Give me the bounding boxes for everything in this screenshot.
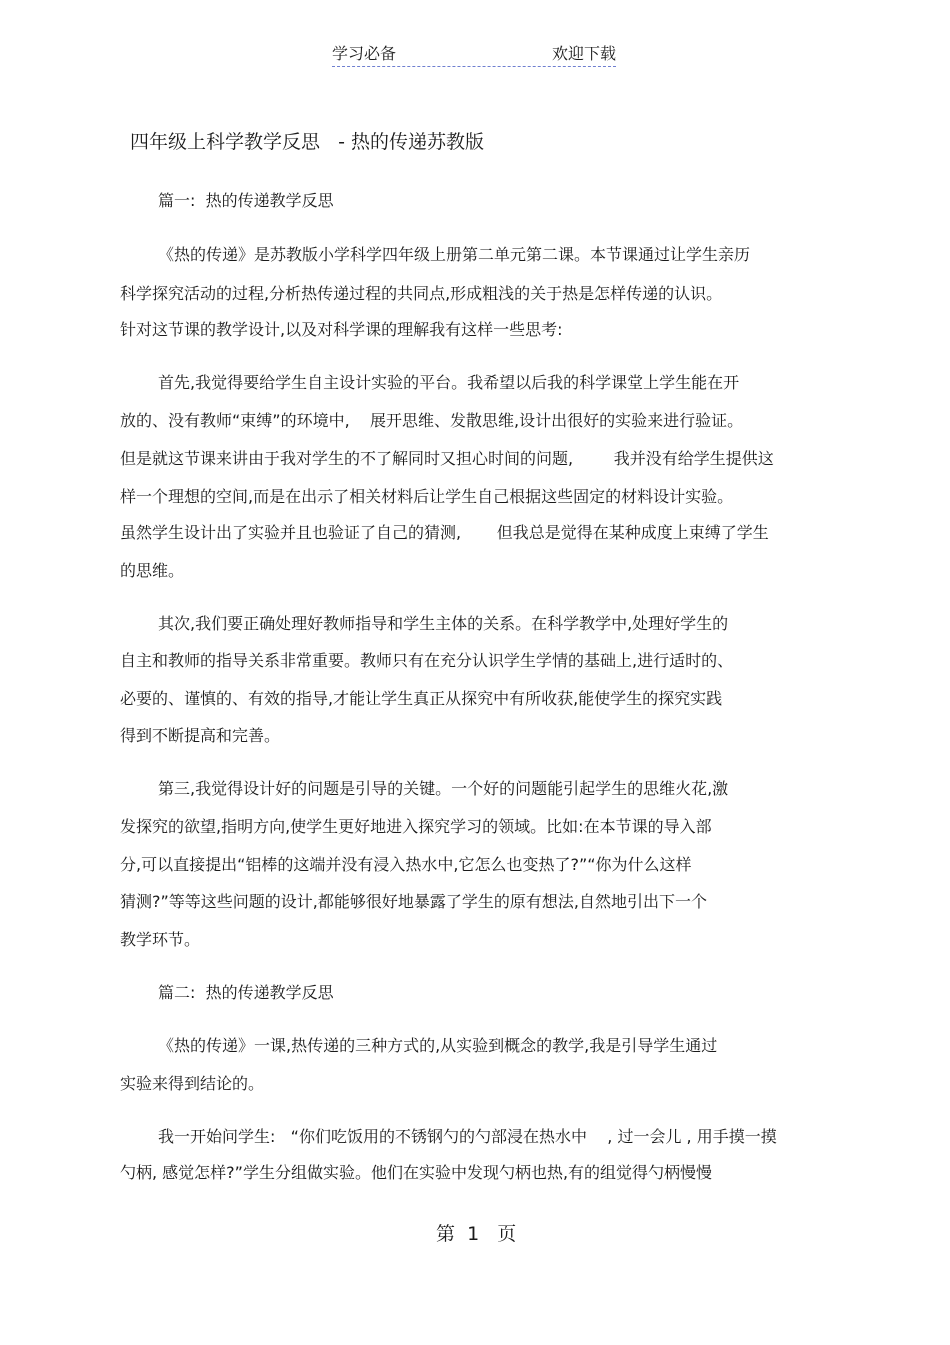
page-number: 第 1 页	[436, 1223, 517, 1245]
paragraph-3-line: 自主和教师的指导关系非常重要。教师只有在充分认识学生学情的基础上,进行适时的、	[120, 651, 734, 670]
paragraph-5-line: 《热的传递》一课,热传递的三种方式的,从实验到概念的教学,我是引导学生通过	[158, 1036, 718, 1055]
paragraph-3-line: 得到不断提高和完善。	[120, 726, 281, 745]
document-title: 四年级上科学教学反思 - 热的传递苏教版	[130, 131, 485, 153]
paragraph-4-line: 教学环节。	[120, 930, 201, 949]
section-heading-1: 篇一: 热的传递教学反思	[158, 191, 334, 210]
paragraph-5-line: 实验来得到结论的。	[120, 1074, 265, 1093]
paragraph-2-line: 首先,我觉得要给学生自主设计实验的平台。我希望以后我的科学课堂上学生能在开	[158, 373, 740, 392]
paragraph-2-line: 的思维。	[120, 561, 185, 580]
header-left-text: 学习必备	[332, 44, 397, 63]
paragraph-1-line: 针对这节课的教学设计,以及对科学课的理解我有这样一些思考:	[120, 320, 563, 339]
paragraph-4-line: 猜测?”等等这些问题的设计,都能够很好地暴露了学生的原有想法,自然地引出下一个	[120, 892, 707, 911]
paragraph-4-line: 发探究的欲望,指明方向,使学生更好地进入探究学习的领域。比如:在本节课的导入部	[120, 817, 712, 836]
paragraph-2-line: 虽然学生设计出了实验并且也验证了自己的猜测, 但我总是觉得在某种成度上束缚了学生	[120, 523, 769, 542]
paragraph-6-line: 勺柄, 感觉怎样?”学生分组做实验。他们在实验中发现勺柄也热,有的组觉得勺柄慢慢	[120, 1163, 713, 1182]
header-right-text: 欢迎下载	[551, 44, 616, 63]
paragraph-2-line: 样一个理想的空间,而是在出示了相关材料后让学生自己根据这些固定的材料设计实验。	[120, 487, 734, 506]
paragraph-1-line: 科学探究活动的过程,分析热传递过程的共同点,形成粗浅的关于热是怎样传递的认识。	[120, 284, 723, 303]
paragraph-3-line: 必要的、谨慎的、有效的指导,才能让学生真正从探究中有所收获,能使学生的探究实践	[120, 689, 723, 708]
paragraph-6-line: 我一开始问学生: “你们吃饭用的不锈钢勺的勺部浸在热水中 , 过一会儿 , 用手摸一摸	[158, 1127, 777, 1146]
paragraph-2-line: 但是就这节课来讲由于我对学生的不了解同时又担心时间的问题, 我并没有给学生提供这	[120, 449, 774, 468]
paragraph-2-line: 放的、没有教师“束缚”的环境中, 展开思维、发散思维,设计出很好的实验来进行验证。	[120, 411, 744, 430]
paragraph-1-line: 《热的传递》是苏教版小学科学四年级上册第二单元第二课。本节课通过让学生亲历	[158, 245, 751, 264]
section-heading-2: 篇二: 热的传递教学反思	[158, 983, 334, 1002]
paragraph-3-line: 其次,我们要正确处理好教师指导和学生主体的关系。在科学教学中,处理好学生的	[158, 614, 729, 633]
paragraph-4-line: 分,可以直接提出“铝棒的这端并没有浸入热水中,它怎么也变热了?”“你为什么这样	[120, 855, 692, 874]
paragraph-4-line: 第三,我觉得设计好的问题是引导的关键。一个好的问题能引起学生的思维火花,激	[158, 779, 729, 798]
page-header	[332, 44, 616, 67]
